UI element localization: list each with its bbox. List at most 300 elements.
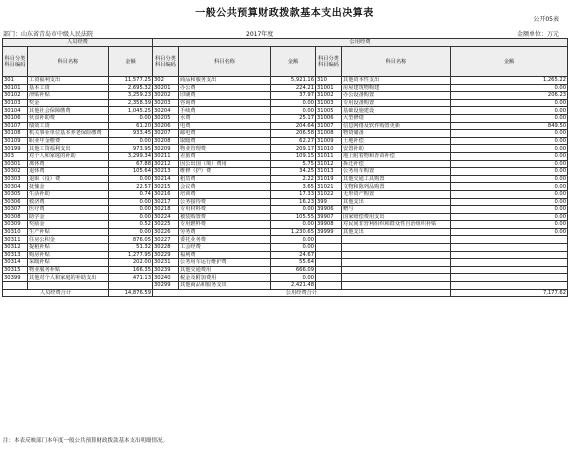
cell-code: 31005 [316,107,342,115]
cell-code: 30205 [153,114,179,122]
cell-code [3,282,28,290]
cell-code: 30108 [3,130,28,138]
cell-name: 地上附着物和青苗补偿 [342,152,451,160]
cell-amount: 2.22 [271,175,316,183]
cell-name [342,251,451,259]
report-title: 一般公共预算财政拨款基本支出决算表 [195,8,374,19]
col-amount-header: 金额 [451,47,568,77]
cell-amount: 61.20 [109,122,153,130]
cell-name: 安置补助 [342,145,451,153]
cell-name: 住房公积金 [28,236,109,244]
cell-name: 其他社会保障缴费 [28,107,109,115]
cell-code: 39908 [316,221,342,229]
col-code-header: 科目分类科目编码 [3,47,28,77]
table-row [3,84,568,92]
table-row [3,99,568,107]
table-row [3,145,568,153]
cell-code: 30315 [3,266,28,274]
cell-name: 伙食补助费 [28,114,109,122]
cell-amount: 55.64 [271,259,316,267]
cell-name: 购房补贴 [28,251,109,259]
table-row [3,183,568,191]
cell-name: 对民间非营利组织和群众性自治组织补贴 [342,221,451,229]
cell-code: 30204 [153,107,179,115]
cell-amount [109,282,153,290]
col-amount-header: 金额 [271,47,316,77]
cell-name: 物业管理费 [179,145,271,153]
cell-code: 30303 [3,175,28,183]
cell-name: 退休费 [28,168,109,176]
cell-amount [451,236,568,244]
cell-code: 30311 [3,236,28,244]
cell-code [316,282,342,290]
cell-amount: 0.00 [451,107,568,115]
cell-code: 30313 [3,251,28,259]
cell-code: 30309 [3,221,28,229]
cell-name: 对个人和家庭的补助 [28,152,109,160]
cell-amount: 224.21 [271,84,316,92]
cell-code: 30227 [153,236,179,244]
col-name-header: 科目名称 [342,47,451,77]
cell-name: 印刷费 [179,92,271,100]
cell-amount: 0.00 [271,206,316,214]
cell-amount: 0.00 [271,99,316,107]
cell-amount: 0.00 [451,168,568,176]
cell-amount: 0.00 [109,137,153,145]
cell-code: 31003 [316,99,342,107]
table-row [3,244,568,252]
cell-name: 基本工资 [28,84,109,92]
cell-amount: 105.55 [271,213,316,221]
table-row [3,107,568,115]
cell-name: 专用设备购置 [342,99,451,107]
cell-name: 劳务费 [179,228,271,236]
cell-name: 公务接待费 [179,198,271,206]
cell-name: 信息网络及软件购置更新 [342,122,451,130]
cell-name: 赠与 [342,206,451,214]
cell-code: 30212 [153,160,179,168]
cell-amount: 471.13 [109,274,153,282]
cell-name: 专用材料费 [179,206,271,214]
cell-amount: 0.00 [451,228,568,236]
cell-amount: 105.64 [109,168,153,176]
cell-amount: 16.23 [271,198,316,206]
cell-amount: 17.33 [271,190,316,198]
cell-amount: 0.00 [451,114,568,122]
cell-code: 30201 [153,84,179,92]
cell-amount: 2,695.32 [109,84,153,92]
cell-code: 30302 [3,168,28,176]
cell-amount: 933.45 [109,130,153,138]
cell-name: 救济费 [28,198,109,206]
cell-name: 无形资产购置 [342,190,451,198]
cell-amount: 202.00 [109,259,153,267]
cell-code: 31002 [316,92,342,100]
cell-amount: 1,230.65 [271,228,316,236]
cell-name: 取暖费 [179,137,271,145]
cell-code: 30101 [3,84,28,92]
cell-name [342,236,451,244]
cell-name: 绩效工资 [28,122,109,130]
cell-name: 离休费 [28,160,109,168]
col-code-header: 科目分类科目编码 [153,47,179,77]
table-row [3,266,568,274]
table-row [3,77,568,85]
cell-amount: 166.35 [109,266,153,274]
cell-code: 302 [153,77,179,85]
cell-name: 会议费 [179,183,271,191]
table-row [3,236,568,244]
budget-table [2,38,568,297]
cell-code: 30240 [153,274,179,282]
cell-amount: 0.00 [271,221,316,229]
cell-name: 机关事业单位基本养老保险缴费 [28,130,109,138]
form-code: 公开05表 [533,16,559,23]
cell-amount: 0.00 [271,236,316,244]
cell-name: 其他支出 [342,198,451,206]
cell-code: 31001 [316,84,342,92]
table-row [3,168,568,176]
cell-code: 301 [3,77,28,85]
cell-name [28,282,109,290]
cell-amount: 2,358.39 [109,99,153,107]
cell-amount [451,266,568,274]
cell-name: 国家赔偿费用支出 [342,213,451,221]
cell-code [316,244,342,252]
cell-code: 30228 [153,244,179,252]
cell-amount: 0.00 [451,160,568,168]
cell-amount: 37.97 [271,92,316,100]
col-amount-header: 金额 [109,47,153,77]
cell-amount: 0.00 [109,228,153,236]
cell-name: 拆迁补偿 [342,160,451,168]
personnel-total-value: 14,876.59 [109,289,153,297]
table-row [3,206,568,214]
cell-amount: 24.67 [271,251,316,259]
cell-amount: 204.64 [271,122,316,130]
cell-code: 30109 [3,137,28,145]
cell-code: 30229 [153,251,179,259]
cell-code: 30299 [153,282,179,290]
table-row [3,274,568,282]
table-row [3,152,568,160]
cell-code: 30215 [153,183,179,191]
cell-code: 30206 [153,122,179,130]
cell-name: 其他交通费用 [179,266,271,274]
cell-code: 30306 [3,198,28,206]
cell-code: 39906 [316,206,342,214]
cell-amount: 3,259.23 [109,92,153,100]
cell-name: 公务用车运行维护费 [179,259,271,267]
cell-code: 30209 [153,145,179,153]
cell-code: 30305 [3,190,28,198]
cell-name [342,274,451,282]
cell-code: 30199 [3,145,28,153]
cell-code: 303 [3,152,28,160]
cell-code: 31019 [316,175,342,183]
cell-code: 30310 [3,228,28,236]
money-unit: 金额单位：万元 [516,31,559,38]
cell-name: 生活补助 [28,190,109,198]
cell-amount: 0.00 [451,152,568,160]
cell-amount: 109.15 [271,152,316,160]
cell-amount [451,244,568,252]
cell-code: 31011 [316,152,342,160]
cell-amount: 5,921.16 [271,77,316,85]
cell-code: 31008 [316,130,342,138]
cell-name: 其他交通工具购置 [342,175,451,183]
cell-code: 30208 [153,137,179,145]
cell-amount: 25.17 [271,114,316,122]
cell-code: 30207 [153,130,179,138]
table-row [3,160,568,168]
cell-code: 30203 [153,99,179,107]
cell-name: 其他工资福利支出 [28,145,109,153]
cell-code: 30202 [153,92,179,100]
cell-amount: 0.00 [451,99,568,107]
cell-amount: 0.00 [271,274,316,282]
cell-code: 31006 [316,114,342,122]
cell-amount [451,259,568,267]
cell-name: 物资储备 [342,130,451,138]
table-row [3,130,568,138]
cell-name: 福利费 [179,251,271,259]
cell-code: 31021 [316,183,342,191]
cell-amount [451,274,568,282]
table-row [3,122,568,130]
cell-amount: 0.00 [109,206,153,214]
cell-code: 30106 [3,114,28,122]
cell-code: 30231 [153,259,179,267]
cell-name: 物业服务补贴 [28,266,109,274]
cell-name: 培训费 [179,190,271,198]
cell-amount: 0.00 [451,183,568,191]
cell-name: 基础设施建设 [342,107,451,115]
cell-amount: 5.75 [271,160,316,168]
cell-name: 租赁费 [179,175,271,183]
cell-code: 31022 [316,190,342,198]
cell-code: 30301 [3,160,28,168]
cell-amount: 0.00 [451,206,568,214]
cell-amount [451,251,568,259]
col-name-header: 科目名称 [28,47,109,77]
cell-code: 39907 [316,213,342,221]
cell-name: 其他支出 [342,228,451,236]
cell-code: 30224 [153,213,179,221]
cell-code: 30225 [153,221,179,229]
cell-name: 职业年金缴费 [28,137,109,145]
cell-amount: 206.23 [451,92,568,100]
cell-code: 310 [316,77,342,85]
cell-name: 邮电费 [179,130,271,138]
cell-amount: 0.00 [109,175,153,183]
cell-code: 30314 [3,259,28,267]
cell-name: 生产补贴 [28,228,109,236]
cell-code: 31009 [316,137,342,145]
cell-amount: 0.00 [109,213,153,221]
col-code-header: 科目分类科目编码 [316,47,342,77]
table-row [3,251,568,259]
cell-name: 维修（护）费 [179,168,271,176]
cell-code: 30218 [153,206,179,214]
cell-name: 退职（役）费 [28,175,109,183]
public-total-label: 公用经费合计 [153,289,451,297]
cell-name: 税金及附加费用 [179,274,271,282]
cell-code [316,266,342,274]
cell-name: 专用燃料费 [179,221,271,229]
cell-code: 31010 [316,145,342,153]
cell-amount: 0.00 [109,198,153,206]
cell-name: 医疗费 [28,206,109,214]
cell-name: 咨询费 [179,99,271,107]
table-row [3,282,568,290]
cell-amount: 67.88 [109,160,153,168]
cell-amount: 62.27 [271,137,316,145]
cell-name: 委托业务费 [179,236,271,244]
cell-name [342,282,451,290]
cell-name: 抚恤金 [28,183,109,191]
cell-amount: 0.00 [109,114,153,122]
cell-code: 31012 [316,160,342,168]
table-row [3,92,568,100]
cell-code: 30213 [153,168,179,176]
cell-code: 30217 [153,198,179,206]
table-row [3,221,568,229]
unit-label: 部门：山东省青岛市中级人民法院 [3,31,94,38]
table-row [3,137,568,145]
cell-name: 房屋建筑物购建 [342,84,451,92]
cell-amount: 0.00 [451,137,568,145]
cell-name [342,259,451,267]
table-row [3,228,568,236]
table-row [3,175,568,183]
cell-amount: 0.00 [451,175,568,183]
cell-amount: 0.74 [109,190,153,198]
cell-name: 被装购置费 [179,213,271,221]
cell-name: 文物和陈列品购置 [342,183,451,191]
cell-code: 31007 [316,122,342,130]
cell-name: 工会经费 [179,244,271,252]
table-row [3,114,568,122]
cell-amount: 0.00 [451,145,568,153]
cell-name: 津贴补贴 [28,92,109,100]
cell-amount: 0.00 [451,198,568,206]
col-name-header: 科目名称 [179,47,271,77]
cell-name: 手续费 [179,107,271,115]
cell-code: 30308 [3,213,28,221]
cell-amount: 3.65 [271,183,316,191]
cell-amount [451,282,568,290]
cell-amount: 22.57 [109,183,153,191]
cell-amount: 973.95 [109,145,153,153]
cell-name: 商品和服务支出 [179,77,271,85]
cell-code: 30304 [3,183,28,191]
cell-code [316,259,342,267]
cell-name: 提租补贴 [28,244,109,252]
cell-amount: 876.05 [109,236,153,244]
cell-name: 奖金 [28,99,109,107]
cell-amount: 11,577.25 [109,77,153,85]
footnote: 注：本表反映部门本年度一般公共预算财政拨款基本支出明细情况。 [3,438,169,444]
cell-amount: 0.00 [451,221,568,229]
cell-name [342,244,451,252]
cell-amount: 51.32 [109,244,153,252]
cell-amount: 209.17 [271,145,316,153]
year-label: 2017年度 [246,31,274,38]
cell-amount: 0.00 [451,84,568,92]
cell-name: 办公费 [179,84,271,92]
cell-amount: 2,421.48 [271,282,316,290]
cell-code [316,274,342,282]
table-row [3,198,568,206]
cell-amount: 1,045.25 [109,107,153,115]
cell-code: 399 [316,198,342,206]
cell-code: 30103 [3,99,28,107]
cell-amount: 0.00 [451,190,568,198]
cell-amount: 3,299.34 [109,152,153,160]
table-row [3,190,568,198]
cell-name: 因公出国（境）费用 [179,160,271,168]
cell-amount: 0.00 [271,107,316,115]
cell-amount: 0.00 [271,244,316,252]
cell-amount: 0.00 [451,130,568,138]
cell-code: 30307 [3,206,28,214]
cell-amount: 1,277.95 [109,251,153,259]
cell-amount: 1,265.22 [451,77,568,85]
cell-name: 其他商品和服务支出 [179,282,271,290]
cell-code: 30226 [153,228,179,236]
cell-code: 30102 [3,92,28,100]
personnel-group-header: 人员经费 [3,39,153,47]
cell-amount: 34.25 [271,168,316,176]
cell-amount: 849.50 [451,122,568,130]
cell-name: 水费 [179,114,271,122]
cell-name: 公务用车购置 [342,168,451,176]
cell-code [316,236,342,244]
cell-amount: 0.52 [109,221,153,229]
cell-code: 30214 [153,175,179,183]
cell-code: 39999 [316,228,342,236]
cell-name: 奖励金 [28,221,109,229]
cell-code: 30399 [3,274,28,282]
cell-code [316,251,342,259]
personnel-total-label: 人员经费合计 [3,289,109,297]
cell-name: 其他对个人和家庭的补助支出 [28,274,109,282]
cell-amount: 666.09 [271,266,316,274]
cell-name: 其他资本性支出 [342,77,451,85]
public-total-value: 7,177.62 [451,289,568,297]
cell-amount: 0.00 [451,213,568,221]
cell-name: 采暖补贴 [28,259,109,267]
cell-code: 30216 [153,190,179,198]
public-group-header: 公用经费 [153,39,568,47]
cell-name: 土地补偿 [342,137,451,145]
cell-code: 30104 [3,107,28,115]
cell-name: 助学金 [28,213,109,221]
cell-code: 30107 [3,122,28,130]
cell-name: 差旅费 [179,152,271,160]
cell-name [342,266,451,274]
cell-amount: 206.58 [271,130,316,138]
table-row [3,259,568,267]
cell-name: 办公设备购置 [342,92,451,100]
cell-code: 31013 [316,168,342,176]
cell-code: 30211 [153,152,179,160]
table-row [3,213,568,221]
cell-name: 大型修缮 [342,114,451,122]
cell-code: 30239 [153,266,179,274]
cell-name: 工资福利支出 [28,77,109,85]
